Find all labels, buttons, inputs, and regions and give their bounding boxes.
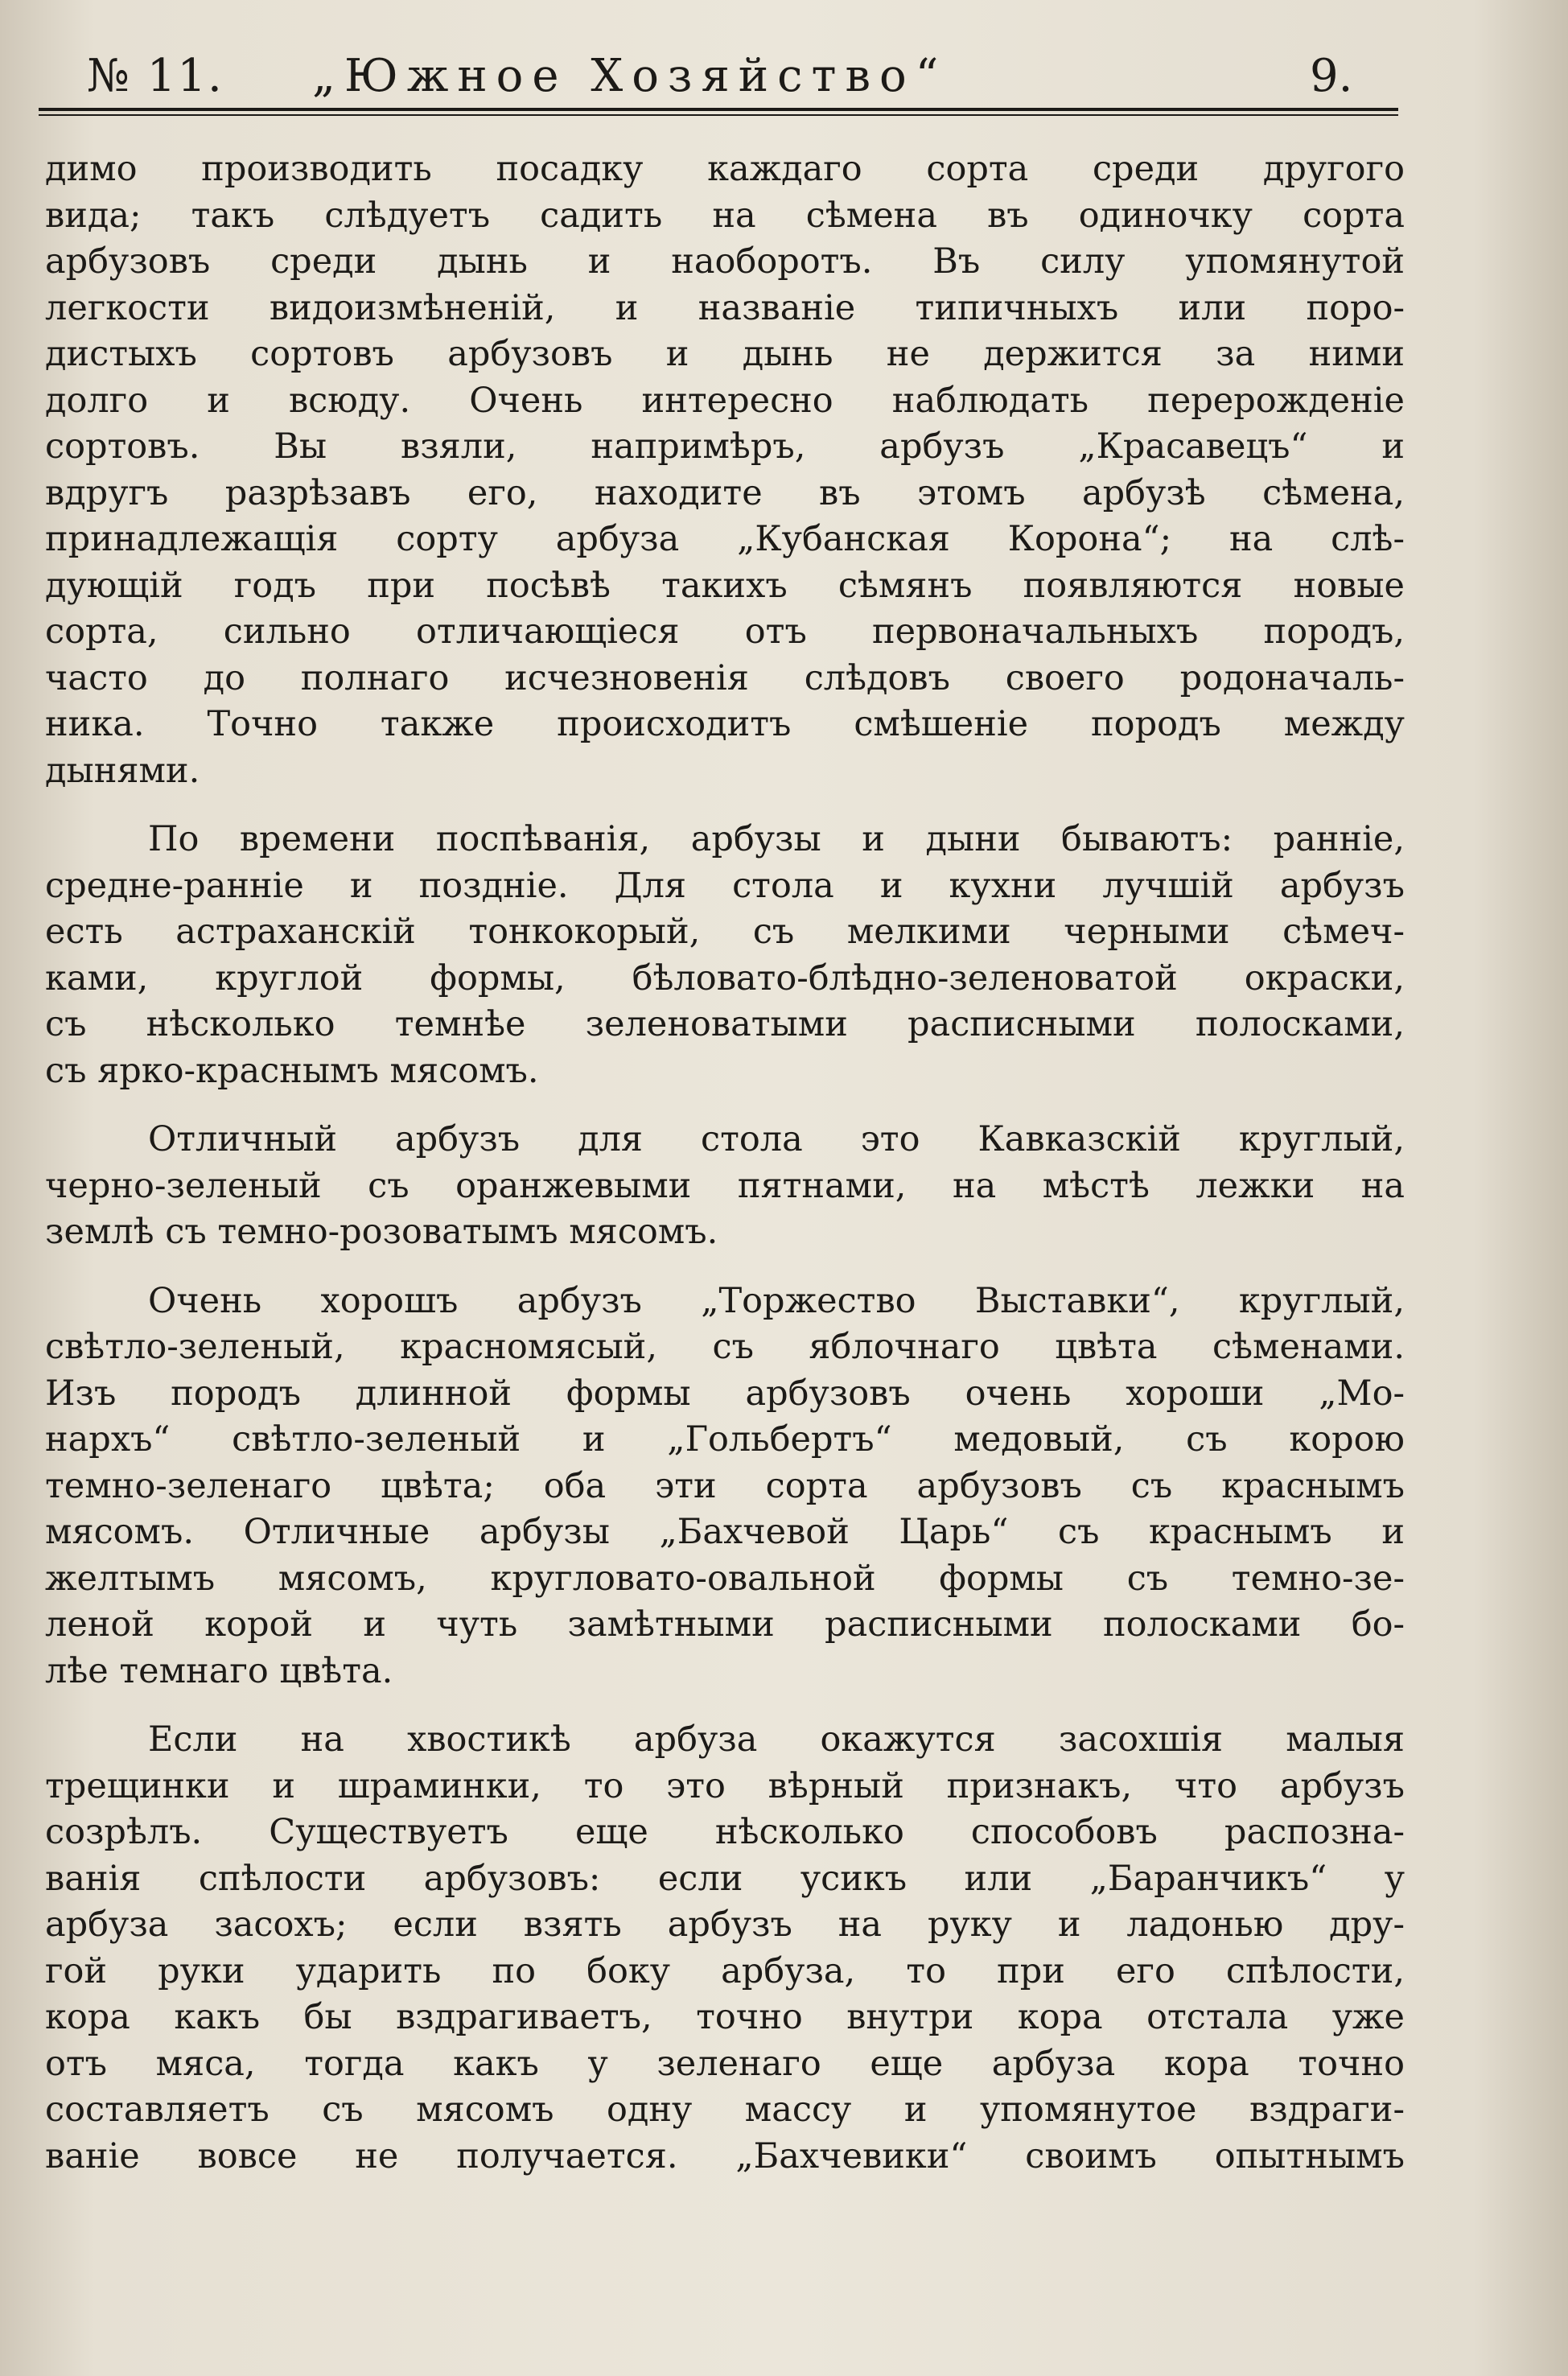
- article-body: [45, 146, 1405, 2180]
- paragraph-gap: [45, 794, 1405, 817]
- paragraph-gap: [45, 1094, 1405, 1117]
- paragraph-gap: [45, 1256, 1405, 1279]
- text-line: ками, круглой формы, бѣловато-блѣдно-зеленоватой окраски,: [45, 957, 1405, 999]
- text-line: трещинки и шраминки, то это вѣрный признакъ, что арбузъ: [45, 1765, 1405, 1806]
- text-line: ника. Точно также происходитъ смѣшеніе породъ между: [45, 704, 1405, 744]
- issue-number: № 11.: [87, 50, 224, 102]
- journal-title: „Южное Хозяйство“: [312, 50, 948, 102]
- page-header: [39, 50, 1398, 106]
- text-line: арбузовъ среди дынь и наоборотъ. Въ силу упомянутой: [45, 241, 1405, 282]
- text-line: дынями.: [45, 750, 200, 791]
- text-line: Изъ породъ длинной формы арбузовъ очень хороши „Мо-: [45, 1373, 1405, 1414]
- text-line: долго и всюду. Очень интересно наблюдать перерожденіе: [45, 380, 1405, 421]
- text-line: мясомъ. Отличные арбузы „Бахчевой Царь“ съ краснымъ и: [45, 1512, 1405, 1552]
- text-line: Если на хвостикѣ арбуза окажутся засохшія малыя: [148, 1719, 1405, 1760]
- text-line: димо производить посадку каждаго сорта среди другого: [45, 149, 1405, 189]
- text-line: вида; такъ слѣдуетъ садить на сѣмена въ одиночку сорта: [45, 195, 1405, 236]
- header-rule-thin: [39, 114, 1398, 116]
- text-line: гой руки ударить по боку арбуза, то при его спѣлости,: [45, 1950, 1405, 1991]
- text-line: есть астраханскій тонкокорый, съ мелкими черными сѣмеч-: [45, 912, 1405, 952]
- text-line: вдругъ разрѣзавъ его, находите въ этомъ арбузѣ сѣмена,: [45, 472, 1405, 513]
- text-line: леной корой и чуть замѣтными расписными полосками бо-: [45, 1604, 1405, 1645]
- text-line: лѣе темнаго цвѣта.: [45, 1650, 393, 1691]
- text-line: принадлежащія сорту арбуза „Кубанская Корона“; на слѣ-: [45, 519, 1405, 559]
- text-line: черно-зеленый съ оранжевыми пятнами, на мѣстѣ лежки на: [45, 1165, 1405, 1206]
- text-line: легкости видоизмѣненій, и названіе типичныхъ или поро-: [45, 287, 1405, 328]
- text-line: арбуза засохъ; если взять арбузъ на руку и ладонью дру-: [45, 1905, 1405, 1945]
- paragraph: [45, 1279, 1405, 1695]
- text-line: ванія спѣлости арбузовъ: если усикъ или „Баранчикъ“ у: [45, 1858, 1405, 1899]
- text-line: отъ мяса, тогда какъ у зеленаго еще арбуза кора точно: [45, 2043, 1405, 2084]
- text-line: По времени поспѣванія, арбузы и дыни бываютъ: ранніе,: [148, 819, 1405, 859]
- text-line: свѣтло-зеленый, красномясый, съ яблочнаго цвѣта сѣменами.: [45, 1327, 1405, 1367]
- text-line: желтымъ мясомъ, кругловато-овальной формы съ темно-зе-: [45, 1558, 1405, 1599]
- text-line: Очень хорошъ арбузъ „Торжество Выставки“, круглый,: [148, 1280, 1405, 1321]
- text-line: дующій годъ при посѣвѣ такихъ сѣмянъ появляются новые: [45, 565, 1405, 606]
- text-line: съ ярко-краснымъ мясомъ.: [45, 1050, 539, 1091]
- paragraph: [45, 1717, 1405, 2180]
- paragraph: [45, 1117, 1405, 1256]
- text-line: средне-ранніе и поздніе. Для стола и кухни лучшій арбузъ: [45, 865, 1405, 906]
- text-line: кора какъ бы вздрагиваетъ, точно внутри кора отстала уже: [45, 1997, 1405, 2037]
- text-line: дистыхъ сортовъ арбузовъ и дынь не держится за ними: [45, 334, 1405, 374]
- header-rule-thick: [39, 108, 1398, 111]
- text-line: сорта, сильно отличающіеся отъ первоначальныхъ породъ,: [45, 612, 1405, 652]
- text-line: темно-зеленаго цвѣта; оба эти сорта арбузовъ съ краснымъ: [45, 1465, 1405, 1506]
- paragraph: [45, 146, 1405, 794]
- text-line: землѣ съ темно-розоватымъ мясомъ.: [45, 1212, 718, 1252]
- text-line: сортовъ. Вы взяли, напримѣръ, арбузъ „Красавецъ“ и: [45, 426, 1405, 467]
- text-line: съ нѣсколько темнѣе зеленоватыми расписными полосками,: [45, 1004, 1405, 1044]
- text-line: часто до полнаго исчезновенія слѣдовъ своего родоначаль-: [45, 657, 1405, 698]
- paragraph-gap: [45, 1694, 1405, 1717]
- page-number: 9.: [1310, 50, 1353, 102]
- text-line: Отличный арбузъ для стола это Кавказскій круглый,: [148, 1119, 1405, 1159]
- paragraph: [45, 817, 1405, 1094]
- text-line: нархъ“ свѣтло-зеленый и „Гольбертъ“ медовый, съ корою: [45, 1419, 1405, 1460]
- text-line: созрѣлъ. Существуетъ еще нѣсколько способовъ распозна-: [45, 1812, 1405, 1852]
- text-line: ваніе вовсе не получается. „Бахчевики“ своимъ опытнымъ: [45, 2135, 1405, 2176]
- text-line: составляетъ съ мясомъ одну массу и упомянутое вздраги-: [45, 2090, 1405, 2130]
